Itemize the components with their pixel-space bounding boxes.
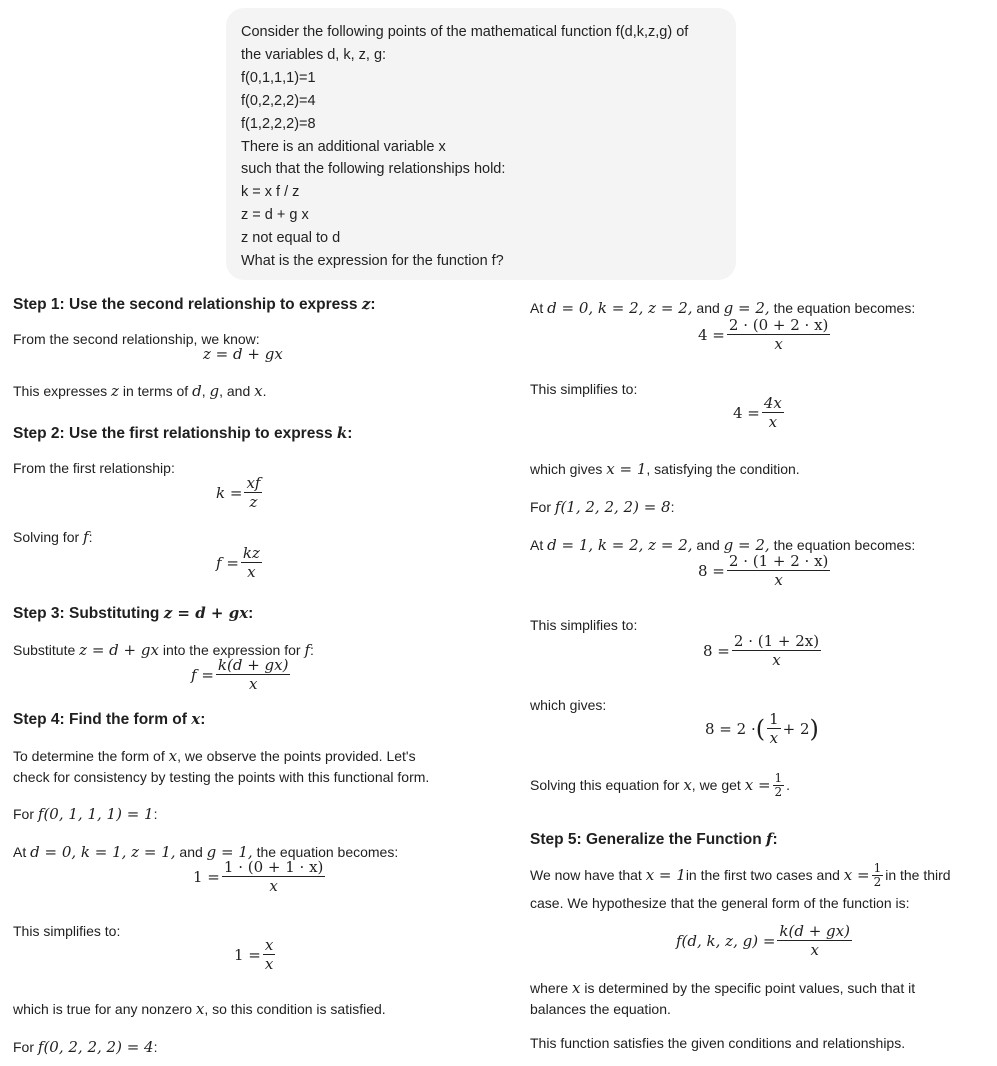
case1-simplify-text: This simplifies to: <box>13 923 121 939</box>
formula-case1-simplified: 1 = $\frac{x}{x}$ <box>234 936 274 973</box>
step5-explanation-line1: where x is determined by the specific point values, such that it <box>530 979 916 997</box>
prompt-line: Consider the following points of the mathematical function f(d,k,z,g) of <box>241 24 689 40</box>
case3-heading: For f(1, 2, 2, 2) = 8: <box>530 498 675 516</box>
step5-text-line2: case. We hypothesize that the general form of the function is: <box>530 895 910 911</box>
step4-text-line1: To determine the form of x, we observe the points provided. Let's <box>13 747 416 765</box>
case1-heading: For f(0, 1, 1, 1) = 1: <box>13 805 158 823</box>
prompt-line: f(0,1,1,1)=1 <box>241 69 316 86</box>
formula-f-substituted: f = $\frac{k(d + gx)}{x}$ <box>191 656 289 693</box>
prompt-line: f(1,2,2,2)=8 <box>241 115 316 132</box>
prompt-line: z not equal to d <box>241 230 341 247</box>
step3-heading: Step 3: Substituting z = d + gx: <box>13 604 254 622</box>
step3-text: Substitute z = d + gx into the expression for f: <box>13 641 314 659</box>
formula-case3-simplified: 8 = $\frac{2 \cdot (1 + 2x)}{x}$ <box>703 632 820 669</box>
case2-heading: For f(0, 2, 2, 2) = 4: <box>13 1038 158 1056</box>
formula-case1: 1 = $\frac{1 \cdot (0 + 1 \cdot x)}{x}$ <box>193 858 324 895</box>
final-statement: This function satisfies the given conditions and relationships. <box>530 1035 906 1051</box>
prompt-line: the variables d, k, z, g: <box>241 46 387 63</box>
case3-values: At d = 1, k = 2, z = 2, and g = 2, the equation becomes: <box>530 536 916 554</box>
formula-z-definition: z = d + gx <box>203 345 283 363</box>
prompt-line: There is an additional variable x <box>241 138 446 155</box>
step1-summary: This expresses z in terms of d, g, and x. <box>13 382 267 400</box>
step2-heading: Step 2: Use the first relationship to express k: <box>13 424 353 442</box>
prompt-line: What is the expression for the function f? <box>241 253 504 270</box>
case3-solution: Solving this equation for x , we get x = $\frac{1}{2}$ . <box>530 771 791 799</box>
formula-case3-reciprocal: 8 = 2 · ( $\frac{1}{x}$ + 2 ) <box>705 710 819 747</box>
case3-simplify-text: This simplifies to: <box>530 617 638 633</box>
step1-text: From the second relationship, we know: <box>13 331 260 347</box>
prompt-line: f(0,2,2,2)=4 <box>241 92 316 109</box>
step4-heading: Step 4: Find the form of x: <box>13 710 206 728</box>
step1-heading: Step 1: Use the second relationship to express z: <box>13 295 376 313</box>
step5-explanation-line2: balances the equation. <box>530 1001 671 1017</box>
case1-conclusion: which is true for any nonzero x, so this condition is satisfied. <box>13 1000 386 1018</box>
formula-general: f(d, k, z, g) = $\frac{k(d + gx)}{x}$ <box>676 922 850 959</box>
case1-values: At d = 0, k = 1, z = 1, and g = 1, the equation becomes: <box>13 843 399 861</box>
formula-f-kz: f = $\frac{kz}{x}$ <box>216 544 260 581</box>
prompt-line: z = d + g x <box>241 207 309 224</box>
step5-text-line1: We now have that x = 1 in the first two cases and x = $\frac{1}{2}$ in the third <box>530 861 951 889</box>
formula-k: k = $\frac{xf}{z}$ <box>216 474 261 511</box>
case2-simplify-text: This simplifies to: <box>530 381 638 397</box>
formula-case3: 8 = $\frac{2 \cdot (1 + 2 \cdot x)}{x}$ <box>698 552 829 589</box>
step4-text-line2: check for consistency by testing the points with this functional form. <box>13 769 430 785</box>
step5-heading: Step 5: Generalize the Function f: <box>530 830 778 848</box>
formula-case2: 4 = $\frac{2 \cdot (0 + 2 \cdot x)}{x}$ <box>698 316 829 353</box>
prompt-line: such that the following relationships hold: <box>241 161 506 178</box>
user-prompt-bubble <box>226 8 736 280</box>
step2-solving: Solving for f: <box>13 528 93 546</box>
case3-gives-text: which gives: <box>530 697 607 713</box>
step2-text: From the first relationship: <box>13 460 175 476</box>
prompt-line: k = x f / z <box>241 184 300 201</box>
case2-conclusion: which gives x = 1, satisfying the condition. <box>530 460 800 478</box>
case2-values: At d = 0, k = 2, z = 2, and g = 2, the equation becomes: <box>530 299 916 317</box>
formula-case2-simplified: 4 = $\frac{4x}{x}$ <box>733 394 782 431</box>
